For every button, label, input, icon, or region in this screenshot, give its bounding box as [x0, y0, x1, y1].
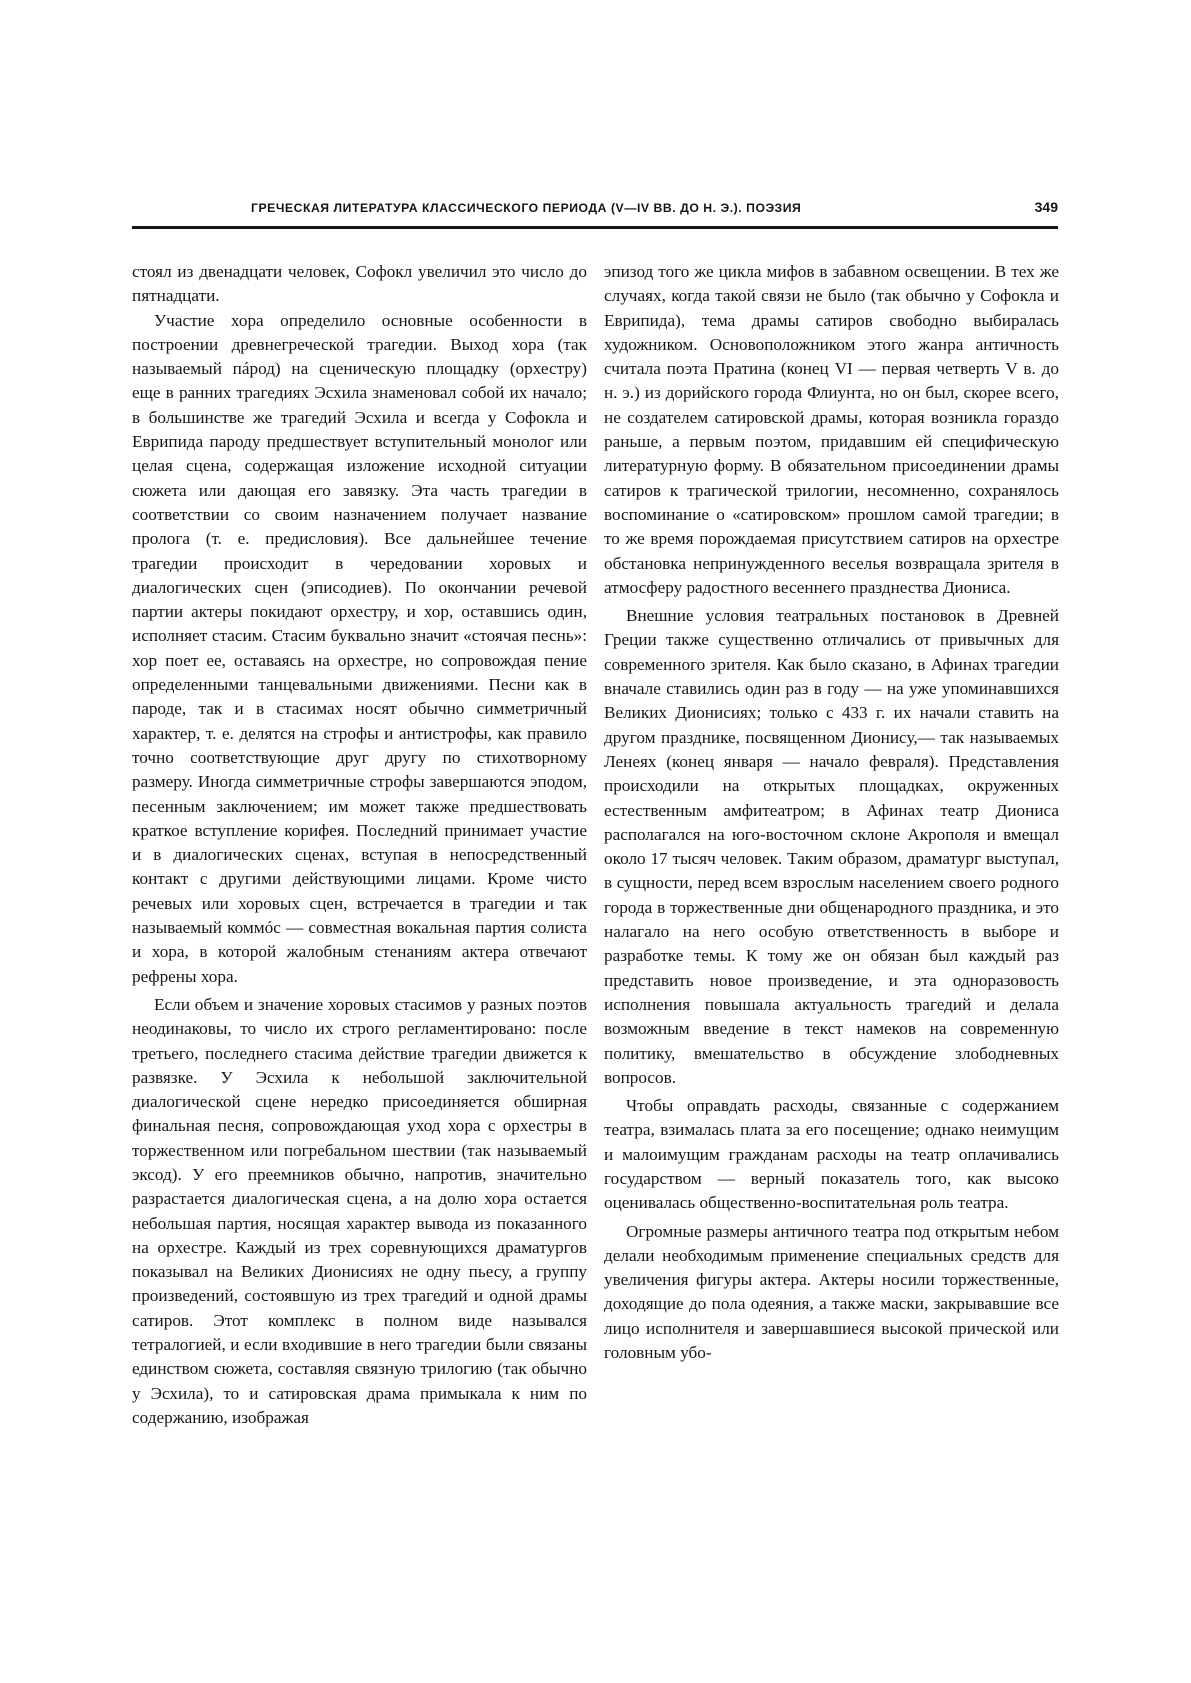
running-header-title: ГРЕЧЕСКАЯ ЛИТЕРАТУРА КЛАССИЧЕСКОГО ПЕРИОДА (V—IV ВВ. ДО Н. Э.). ПОЭЗИЯ — [251, 201, 802, 215]
page-number: 349 — [1034, 199, 1058, 215]
header-rule — [132, 226, 1058, 229]
paragraph: стоял из двенадцати человек, Софокл увеличил это число до пятнадцати. — [132, 262, 587, 306]
paragraph: Если объем и значение хоровых стасимов у разных поэтов неодинаковы, то число их строго регламентировано: после третьего, последнего стасима действие трагедии движется к развязке. У Эсхила к небольшой заключительной диалогической сцене нередко присоединяется обширная финальная песня, сопровождающая уход хора с орхестры в торжественном или погребальном шествии (так называемый эксод). У его преемников обычно, напротив, значительно разрастается диалогическая сцена, а на долю хора остается небольшая партия, носящая характер вывода из показанного на орхестре. Каждый из трех соревнующихся драматургов показывал на Великих Дионисиях не одну пьесу, а группу произведений, состоявшую из трех трагедий и одной драмы сатиров. Этот комплекс в полном виде назывался тетралогией, и если входившие в него трагедии были связаны единством сюжета, составляя связную трилогию (так обычно у Эсхила), то и сатировская драма примыкала к ним по содержанию, изображая — [132, 994, 587, 1427]
paragraph: Огромные размеры античного театра под открытым небом делали необходимым применение специальных средств для увеличения фигуры актера. Актеры носили торжественные, доходящие до пола одеяния, а также маски, закрывавшие все лицо исполнителя и завершавшиеся высокой прической или головным убо- — [604, 1221, 1059, 1363]
paragraph: Участие хора определило основные особенности в построении древнегреческой трагедии. Выход хора (так называемый пáрод) на сценическую площадку (орхестру) еще в ранних трагедиях Эсхила знаменовал собой их начало; в большинстве же трагедий Эсхила и всегда у Софокла и Еврипида пароду предшествует вступительный монолог или целая сцена, содержащая изложение исходной ситуации сюжета или дающая его завязку. Эта часть трагедии в соответствии со своим назначением получает название пролога (т. е. предисловия). Все дальнейшее течение трагедии происходит в чередовании хоровых и диалогических сцен (эписодиев). По окончании речевой партии актеры покидают орхестру, и хор, оставшись один, исполняет стасим. Стасим буквально значит «стоячая песнь»: хор поет ее, оставаясь на орхестре, но сопровождая пение определенными танцевальными движениями. Песни как в пароде, так и в стасимах носят обычно симметричный характер, т. е. делятся на строфы и антистрофы, как правило точно соответствующие друг другу по стихотворному размеру. Иногда симметричные строфы завершаются эподом, песенным заключением; им может также предшествовать краткое вступление корифея. Последний принимает участие и в диалогических сценах, вступая в непосредственный контакт с другими действующими лицами. Кроме чисто речевых или хоровых сцен, встречается в трагедии и так называемый коммóс — совместная вокальная партия солиста и хора, в которой жалобным стенаниям актера отвечают рефрены хора. — [132, 310, 587, 986]
paragraph: эпизод того же цикла мифов в забавном освещении. В тех же случаях, когда такой связи не было (так обычно у Софокла и Еврипида), тема драмы сатиров свободно выбиралась художником. Основоположником этого жанра античность считала поэта Пратина (конец VI — первая четверть V в. до н. э.) из дорийского города Флиунта, но он был, скорее всего, не создателем сатировской драмы, которая возникла гораздо раньше, а первым поэтом, придавшим ей специфическую литературную форму. В обязательном присоединении драмы сатиров к трагической трилогии, несомненно, сохранялось воспоминание о «сатировском» прошлом самой трагедии; в то же время порождаемая присутствием сатиров на орхестре обстановка непринужденного веселья возвращала зрителя в атмосферу радостного весеннего празднества Диониса. — [604, 262, 1059, 597]
left-column — [132, 260, 587, 1430]
paragraph: Чтобы оправдать расходы, связанные с содержанием театра, взималась плата за его посещение; однако неимущим и малоимущим гражданам расходы на театр оплачивались государством — верный показатель того, как высоко оценивалась общественно-воспитательная роль театра. — [604, 1096, 1059, 1213]
paragraph: Внешние условия театральных постановок в Древней Греции также существенно отличались от привычных для современного зрителя. Как было сказано, в Афинах трагедии вначале ставились один раз в году — на уже упоминавшихся Великих Дионисиях; только с 433 г. их начали ставить на другом празднике, посвященном Дионису,— так называемых Ленеях (конец января — начало февраля). Представления происходили на открытых площадках, окруженных естественным амфитеатром; в Афинах театр Диониса располагался на юго-восточном склоне Акрополя и вмещал около 17 тысяч человек. Таким образом, драматург выступал, в сущности, перед всем взрослым населением своего родного города в торжественные дни общенародного праздника, и это налагало на него особую ответственность в выборе и разработке темы. К тому же он обязан был каждый раз представить новое произведение, и эта одноразовость исполнения повышала актуальность трагедий и делала возможным введение в текст намеков на современную политику, вмешательство в обсуждение злободневных вопросов. — [604, 606, 1059, 1087]
running-header — [132, 199, 1058, 227]
right-column — [604, 260, 1059, 1365]
